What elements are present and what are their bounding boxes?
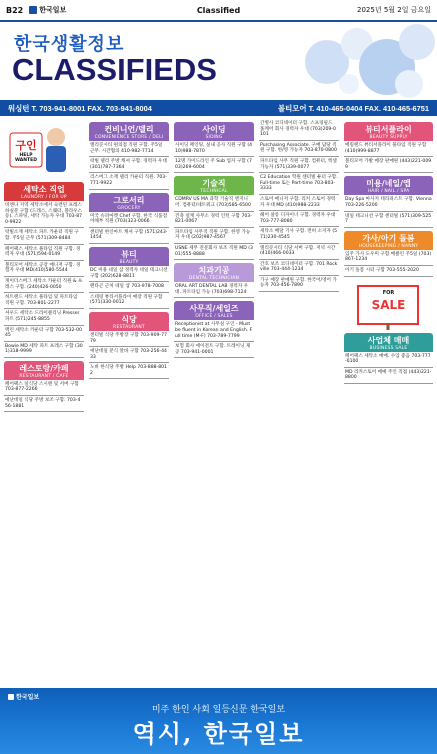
restaurant-header-ko: 식당 xyxy=(121,314,137,324)
masthead-title-english: CLASSIFIEDS xyxy=(12,52,217,87)
column-4 xyxy=(259,119,339,685)
classified-ad: 간호 보조 코디네이터 구함. 701 Rockville 703-444-1234 xyxy=(259,260,339,276)
contact-bar xyxy=(0,100,437,116)
classified-ad: 간병사 코디네이터 구함. 스프링필드 홈케어 회사 경력자 우대 (703)209-0101 xyxy=(259,119,339,141)
convenience-header-ko: 컨비니언/델리 xyxy=(104,125,154,134)
siding-header-en: SIDING xyxy=(205,135,223,140)
footer-slogan: 역시, 한국일보 xyxy=(132,719,305,748)
footer-brand-name: 한국일보 xyxy=(16,694,40,701)
classified-ad: 엘리콧시티 편의점 직원 구함. 주5일 근무. 시간협의 410-982-7714 xyxy=(89,141,169,157)
classified-ad: 파트타임 사무직 직원 구함. 한영 가능자 우대 (202)987-4567 xyxy=(174,228,254,244)
masthead xyxy=(0,22,437,100)
classified-ad: 건축 설계 사무소 경력 인턴 구함 703-821-0067 xyxy=(174,212,254,228)
beauty-header xyxy=(89,247,169,266)
business-sale-header xyxy=(344,333,433,352)
housekeeping-header-en: HOUSEKEEPING / NANNY xyxy=(358,243,419,249)
laundry-header xyxy=(4,182,84,201)
dental-header xyxy=(174,263,254,282)
classified-ad: DC 미용 네일 샵 경력자 네일 테크니션 구함 (202)628-8811 xyxy=(89,266,169,282)
classified-ad: 세탁소 배달 기사 구함. 면허 소지자 (571)230-4545 xyxy=(259,227,339,243)
classified-ad: 셔우드 세탁소 드라이클리닝 Presser 파트 (571)245-8855 xyxy=(4,309,84,325)
classified-ad: 네일 테크니션 구함 센터빌 (571)309-5257 xyxy=(344,212,433,228)
classified-ad: 헤어 살롱 디자이너 구함. 경력자 우대 703-777-8080 xyxy=(259,211,339,227)
beauty-header-en: BEAUTY xyxy=(119,259,139,265)
cafe-header xyxy=(4,361,84,380)
beauty-supply-header xyxy=(344,122,433,141)
technical-header-ko: 기술직 xyxy=(202,179,226,189)
classified-ad: 파트타임 사무 직원 구함. 컴퓨터, 엑셀 가능자 (571)339-0077 xyxy=(259,157,339,173)
for-sale-small-text: FOR xyxy=(382,289,395,296)
for-sale-illustration xyxy=(344,280,433,330)
beauty-supply-header-ko: 뷰티서플라이 xyxy=(365,125,412,134)
top-bar xyxy=(0,0,437,22)
masthead-decoration-icon xyxy=(287,22,437,100)
classified-ad: Receptionist at 사무실 구인 - Must be fluent in Korean and English. Full time (M-F) 703-789-7799 xyxy=(174,320,254,342)
column-3 xyxy=(174,119,254,685)
help-wanted-ko: 구인 xyxy=(15,139,37,152)
column-1 xyxy=(4,119,84,685)
grocery-header-en: GROCERY xyxy=(117,205,141,211)
for-sale-big-text: SALE xyxy=(371,297,406,312)
cafe-header-en: RESTAURANT / CAFE xyxy=(19,373,69,379)
dental-header-en: DENTAL TECHNICIAN xyxy=(188,276,240,282)
classified-ad: 페어팩스 일식당 스시맨 및 서버 구함 703-877-2266 xyxy=(4,380,84,396)
siding-header xyxy=(174,122,254,141)
classified-ad: 사이딩 페인팅, 실내 공사 직원 구함 (410)988-7870 xyxy=(174,141,254,157)
housekeeping-header xyxy=(344,231,433,250)
classified-ad: 락빌소재 세탁소 파트 카운터 직원 구함. 주5일 근무 (571)309-8484 xyxy=(4,228,84,244)
siding-header-ko: 사이딩 xyxy=(202,125,226,134)
laundry-header-en: LAUNDRY / FOR UP xyxy=(21,195,67,200)
classified-ad: C2 Education 학원 센터빌 튜터 구함. Full-time 또는 Part-time 703-803-3333 xyxy=(259,173,339,195)
footer-logo xyxy=(8,692,39,701)
footer-tagline: 미주 한인 사회 일등신문 한국일보 xyxy=(151,705,286,715)
classified-ad: 비엔나 지역 세탁소에서 숙련된 프레스 하실분 구함 (드레스, 스웨터, 블라우스 등). 스파팅, 세탁 가능자 우대 703-870-9922 xyxy=(4,201,84,228)
classified-grid xyxy=(4,119,433,685)
classified-ad: 허트랜드 세탁소 풀타임 및 파트타임 직원 구함. 703-801-2277 xyxy=(4,293,84,309)
housekeeping-header-ko: 가사/아기 돌봄 xyxy=(362,233,415,243)
classified-ad: USNE 세무 전문회사 보조 직원 MD (301)555-8888 xyxy=(174,244,254,260)
convenience-header-en: CONVENIENCE STORE / DELI xyxy=(94,135,164,140)
classified-ad: 미국 슈퍼마켓 Chef 구함. 한국 식품점 야채부 직원 (703)323-0066 xyxy=(89,212,169,228)
classified-ad: 센터빌 식당 주방장 구함 703-909-7779 xyxy=(89,331,169,347)
classified-ad: MD 리커스토어 매매 주인 직접 (443)221-8800 xyxy=(344,368,433,384)
help-wanted-label xyxy=(12,137,40,163)
classified-ad: 가구 매장 판매원 구함. 한국어/영어 가능자 703-456-7890 xyxy=(259,276,339,292)
convenience-header xyxy=(89,122,169,141)
classified-ad: 엘리콧시티 식당 서버 구함. 저녁 시간 (410)466-0033 xyxy=(259,244,339,260)
laundry-header-ko: 세탁소 직업 xyxy=(23,185,65,194)
classified-ad: 펜타곤 근처 네일 샵 703-978-7008 xyxy=(89,282,169,293)
masthead-title-korean: 한국생활정보 xyxy=(14,34,125,55)
classified-ad: Bowie MD 세탁 파트 프레스 구함 (301)318-9999 xyxy=(4,342,84,358)
grocery-header xyxy=(89,193,169,212)
issue-date: 2025년 5월 2일 금요일 xyxy=(357,6,431,14)
column-2 xyxy=(89,119,169,685)
grocery-header-ko: 그로서리 xyxy=(113,195,145,205)
classified-ad: Day Spa 마사지 테라피스트 구함. Vienna 703-226-5200 xyxy=(344,195,433,211)
classified-ad: 페어팩스 세탁소 풀타임 직원 구함. 경력자 우대 (571)594-0149 xyxy=(4,245,84,261)
classified-ad: CDMRV US MA 과학 기술직 엔지니어. 컴퓨터/네트워크 (703)585-6500 xyxy=(174,195,254,211)
footer-brand-mark-icon xyxy=(8,694,14,700)
classified-ad: 리스버그 소재 델리 카운터 직원. 703-771-9922 xyxy=(89,173,169,189)
classified-ad: 볼티모어 세탁소 공장 매니저 구함. 경험자 우대 MD(410)580-5544 xyxy=(4,261,84,277)
business-sale-header-ko: 사업체 매매 xyxy=(367,335,410,345)
help-wanted-en: HELP WANTED xyxy=(15,153,37,163)
office-sales-header-en: OFFICE / SALES xyxy=(195,314,233,320)
office-sales-header-ko: 사무직/세일즈 xyxy=(189,304,239,314)
hair-nail-header-en: HAIR / NAIL / SPA xyxy=(367,189,410,195)
beauty-header-ko: 뷰티 xyxy=(121,249,137,259)
classified-ad: Purchasing Associate. 구매 담당 직원 구함. 한/영 가능자 703-870-0800 xyxy=(259,141,339,157)
contact-washington: 워싱턴 T. 703-941-8001 FAX. 703-941-8004 xyxy=(8,103,152,113)
classified-ad: 게이더스버그 세탁소 카운터 직원 & 프레스 구함. (240)426-0050 xyxy=(4,277,84,293)
classified-ad: 12명 가이드라인 주 Sub 업자 구함 (703)269-6004 xyxy=(174,157,254,173)
cafe-header-ko: 레스토랑/카페 xyxy=(19,363,69,373)
hair-nail-header-ko: 미용/네일/앱 xyxy=(366,179,411,189)
classified-ad: 스토어 매니저 구함. 리커 스토어 경력자 우대 MD (410)988-2233 xyxy=(259,195,339,211)
dental-header-ko: 치과기공 xyxy=(198,266,230,276)
restaurant-header xyxy=(89,312,169,331)
business-sale-header-en: BUSINESS SALE xyxy=(369,345,408,351)
classified-ad: 센터빌 한인마트 캐셔 구함 (571)243-1454 xyxy=(89,228,169,244)
beauty-supply-header-en: BEAUTY SUPPLY xyxy=(369,135,408,140)
classified-ad: 맥린 세탁소 카운터 구함 703-532-0045 xyxy=(4,326,84,342)
classified-ad: 노바 한식당 주방 Help 703-888-8012 xyxy=(89,363,169,379)
office-sales-header xyxy=(174,301,254,320)
footer-banner xyxy=(0,688,437,754)
hair-nail-header xyxy=(344,176,433,195)
classified-ad: 애난데일 식당 주방 보조 구함. 703-456-1881 xyxy=(4,396,84,412)
classified-ad: 보험 회사 에이전트 구함. 트레이닝 제공 703-941-0001 xyxy=(174,342,254,358)
section-title: Classified xyxy=(196,5,241,15)
page-number: B22 xyxy=(6,5,24,15)
classified-ad: 볼티모어 가발 매장 판매원 (443)221-0099 xyxy=(344,157,433,173)
classified-ad: 스테링 뷰티서플라이 매장 직원 구함 (571)330-0012 xyxy=(89,293,169,309)
brand-name: 한국일보 xyxy=(39,6,67,14)
technical-header-en: TECHNICAL xyxy=(200,189,228,195)
classified-ad: 입주 가사 도우미 구함 매클린 주5일 (703)867-1234 xyxy=(344,250,433,266)
classified-ad: 애난데일 분식 알바 구함 703-256-4433 xyxy=(89,347,169,363)
classified-ad: ORAL ART DENTAL LAB 경력자 우대. 파트타임 가능 (703)698-7124 xyxy=(174,282,254,298)
restaurant-header-en: RESTAURANT xyxy=(113,324,145,330)
classified-ad: 페어팩스 세탁소 매매. 수입 좋음 703-777-0100 xyxy=(344,352,433,368)
contact-baltimore: 볼티모어 T. 410-465-0404 FAX. 410-465-6751 xyxy=(278,103,429,113)
classified-ad: 락빌 델리 주방 캐셔 구함. 경력자 우대 (301)787-7364 xyxy=(89,157,169,173)
column-5 xyxy=(344,119,433,685)
technical-header xyxy=(174,176,254,195)
classified-ad: 메릴랜드 뷰티서플라이 풀타임 직원 구함 (410)999-8877 xyxy=(344,141,433,157)
classified-ad: 아기 돌봄 시터 구함 703-555-2020 xyxy=(344,266,433,277)
